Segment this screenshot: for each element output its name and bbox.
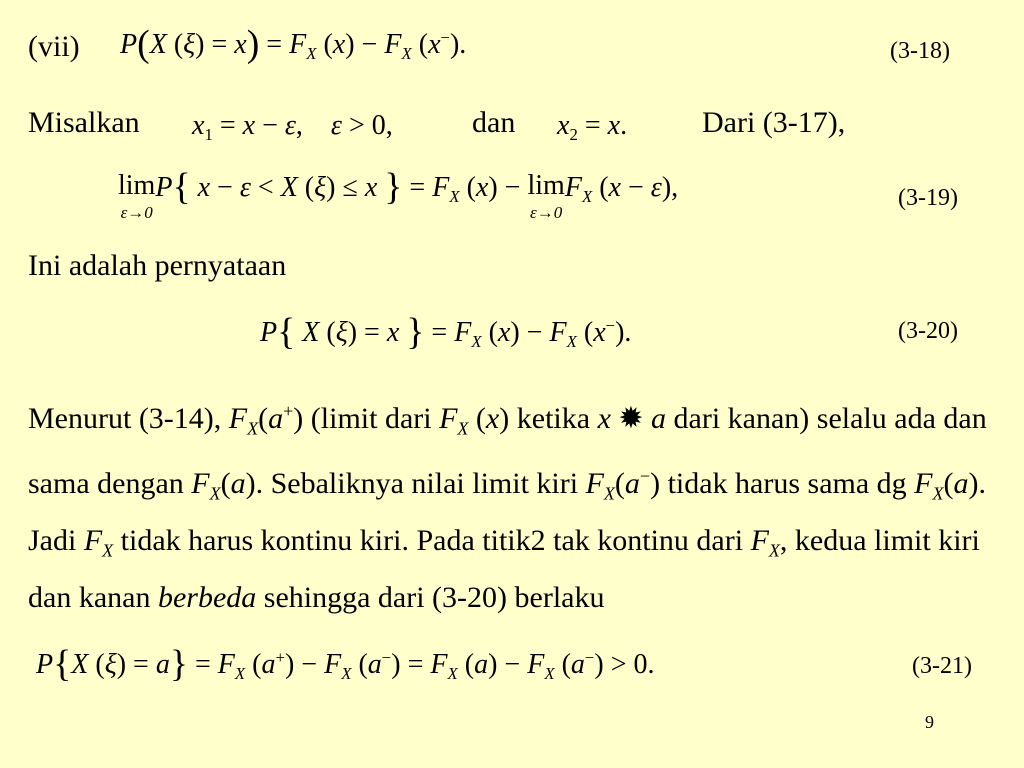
para-text-7: . Jadi xyxy=(28,466,986,558)
misalkan-line xyxy=(28,106,140,140)
para-text-9: , kedua limit kiri dan kanan xyxy=(28,524,980,615)
page-number: 9 xyxy=(925,712,934,732)
statement-intro: Ini adalah pernyataan xyxy=(28,249,287,282)
equation-3-18: P(X $(\xi) = x) = F_X$ $(x) - F_X$ (x−). xyxy=(120,23,467,66)
misalkan-lead-text: Misalkan xyxy=(28,106,140,139)
equation-3-19: lim ε→0 P{ x − ε < X (ξ) ≤ x } = $F_X$ (x) − lim ε→0 $F_X$ (x − ε), xyxy=(118,166,679,222)
equation-tag-3-20: (3-20) xyxy=(898,318,958,344)
definition-x1: $x_1 = x - \varepsilon$, ε > 0, xyxy=(192,110,393,144)
para-text-3: ketika xyxy=(509,401,598,435)
para-text-2: (limit dari xyxy=(303,401,440,435)
equation-tag-3-18: (3-18) xyxy=(890,38,950,64)
equation-3-20: P{ X (ξ) = x } = $F_X$ $(x) - F_X$ (x−). xyxy=(260,311,632,354)
para-text-11: sehingga dari (3-20) berlaku xyxy=(256,581,605,615)
para-text-1: Menurut (3-14), xyxy=(28,401,229,435)
para-text-5: . Sebaliknya nilai limit kiri xyxy=(255,466,586,500)
equation-3-21: P{X $(\xi) = a\} = F_X$ $(a^+) - F_X$ $(a^-) = F_X$ $(a) - F_X$ (a−) > 0. xyxy=(36,643,655,686)
misalkan-tail-text: Dari (3-17), xyxy=(702,106,846,139)
para-text-8: tidak harus kontinu kiri. Pada titik2 tak kontinu dari xyxy=(113,524,751,558)
item-label-vii: (vii) xyxy=(28,30,80,63)
misalkan-mid-text: dan xyxy=(472,106,516,139)
equation-tag-3-19: (3-19) xyxy=(898,185,958,211)
para-text-6: tidak harus sama dg xyxy=(660,466,915,500)
approach-arrow-icon: ✹ xyxy=(618,401,644,435)
equation-tag-3-21: (3-21) xyxy=(912,653,972,679)
explanation-paragraph: Menurut (3-14), $F_X(a^+)$ (limit dari $F_X$ (x) ketika x ✹ a dari kanan) selalu ada dan sama dengan $F_X(a)$. Sebaliknya nilai limit kiri $F_X(a^-)$ tidak harus sama dg $F_X(a)$. Jadi $F_X$ tidak harus kontinu kiri. Pada titik2 tak kontinu dari $F_X$, kedua limit kiri dan kanan berbeda sehingga dari (3-20) berlaku xyxy=(28,401,987,615)
definition-x2: $x_2 = x$. xyxy=(557,110,628,144)
para-text-4: dari kanan) selalu ada dan sama dengan xyxy=(28,401,987,500)
para-text-emphasis: berbeda xyxy=(157,581,257,615)
